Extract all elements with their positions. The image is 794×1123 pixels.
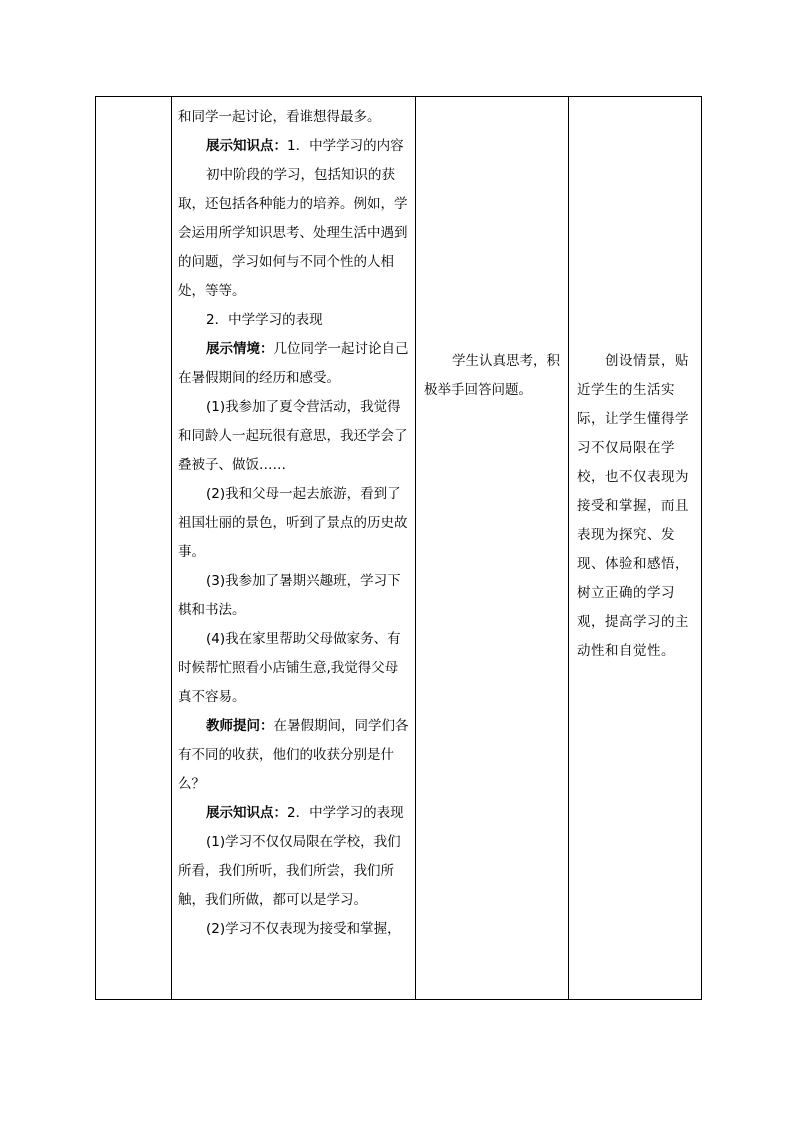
paragraph: (3)我参加了暑期兴趣班，学习下棋和书法。 (178, 573, 401, 618)
paragraph (178, 799, 411, 828)
paragraph: 学生认真思考，积极举手回答问题。 (424, 353, 560, 398)
design-intent-content (569, 97, 701, 666)
paragraph: (1)我参加了夏令营活动，我觉得和同龄人一起玩很有意思，我还学会了叠被子、做饭…… (178, 399, 408, 473)
paragraph: (2)学习不仅表现为接受和掌握， (206, 921, 401, 937)
paragraph-text: 几位同学一起讨论自己在暑假期间的经历和感受。 (178, 341, 409, 386)
student-activity-cell (416, 97, 569, 1000)
paragraph-text: 在暑假期间，同学们各有不同的收获，他们的收获分别是什么？ (178, 718, 409, 792)
lesson-plan-table (95, 96, 702, 1000)
design-intent-cell (569, 97, 702, 1000)
paragraph: 2．中学学习的表现 (206, 312, 323, 328)
paragraph-text: 1．中学学习的内容 (287, 138, 404, 154)
paragraph (178, 712, 411, 799)
paragraph (178, 335, 411, 393)
paragraph-text: 2．中学学习的表现 (287, 805, 404, 821)
paragraph: (1)学习不仅仅局限在学校，我们所看，我们所听，我们所尝，我们所触，我们所做，都可以是学习。 (178, 834, 401, 908)
paragraph: (2)我和父母一起去旅游，看到了祖国壮丽的景色，听到了景点的历史故事。 (178, 486, 408, 560)
bold-label: 展示知识点： (206, 138, 287, 154)
paragraph: 初中阶段的学习，包括知识的获取，还包括各种能力的培养。例如，学会运用所学知识思考、处理生活中遇到的问题，学习如何与不同个性的人相处，等等。 (178, 167, 408, 299)
bold-label: 展示情境： (206, 341, 274, 357)
table-row (96, 97, 702, 1000)
teaching-activity-content (172, 97, 415, 944)
paragraph: 创设情景，贴近学生的生活实际，让学生懂得学习不仅局限在学校，也不仅表现为接受和掌握，而且表现为探究、发现、体验和感悟，树立正确的学习观，提高学习的主动性和自觉性。 (577, 353, 689, 659)
bold-label: 教师提问： (206, 718, 274, 734)
student-activity-content (416, 97, 568, 405)
paragraph: 和同学一起讨论，看谁想得最多。 (178, 109, 381, 125)
empty-cell (96, 97, 172, 1000)
paragraph: (4)我在家里帮助父母做家务、有时候帮忙照看小店铺生意,我觉得父母真不容易。 (178, 631, 401, 705)
paragraph (178, 132, 411, 161)
teaching-activity-cell (172, 97, 416, 1000)
bold-label: 展示知识点： (206, 805, 287, 821)
